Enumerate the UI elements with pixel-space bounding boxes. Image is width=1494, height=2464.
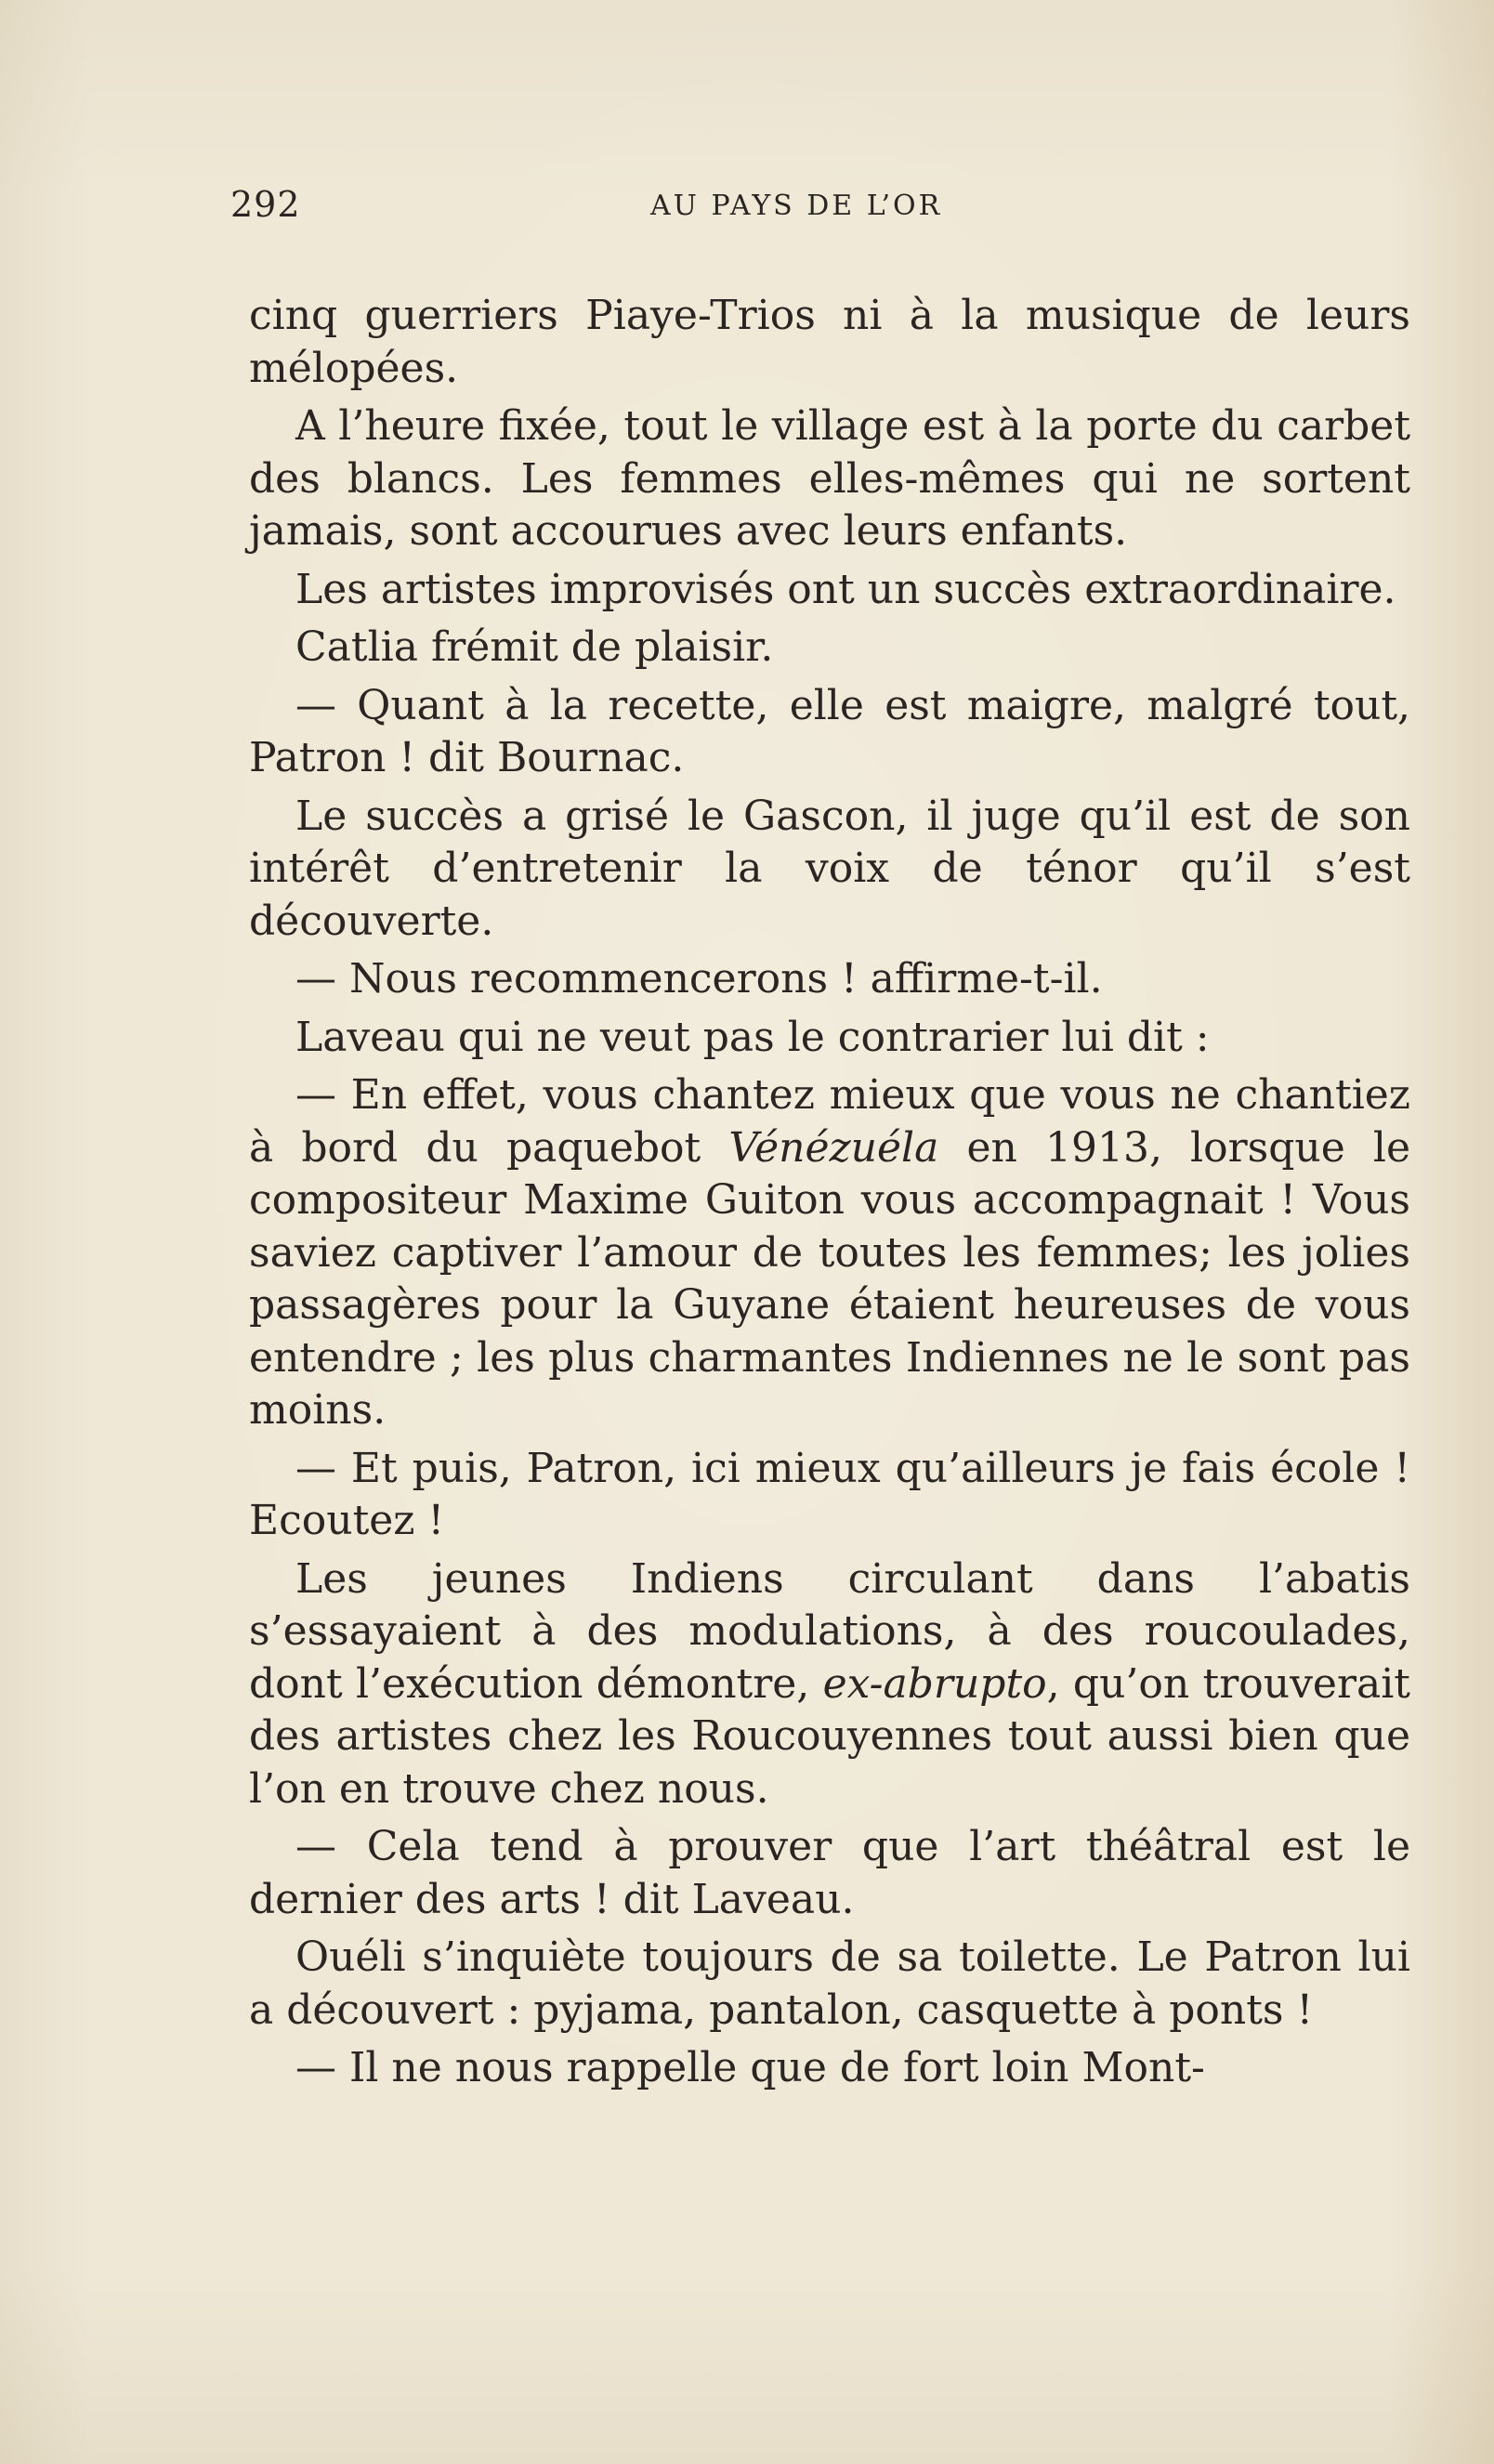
page-number: 292 — [230, 184, 301, 225]
paragraph — [249, 1553, 1410, 1816]
paragraph: — Nous recommencerons ! affirme-t-il. — [295, 955, 1103, 1003]
paragraph: cinq guerriers Piaye-Trios ni à la musique de leurs mélopées. — [249, 292, 1410, 392]
running-head: AU PAYS DE L’OR — [650, 190, 943, 222]
paragraph: A l’heure fixée, tout le village est à la porte du carbet des blancs. Les femmes elles-mêmes qui ne sortent jamais, sont accourues avec leurs enfants. — [249, 402, 1410, 555]
page-header — [230, 184, 1401, 230]
paragraph-text: Les jeunes Indiens circulant dans l’abatis s’essayaient à des modulations, à des roucoulades, dont l’exécution démontre, — [249, 1554, 1410, 1708]
paragraph-text: — En effet, vous chantez mieux que vous ne chantiez à bord du paquebot — [249, 1071, 1410, 1172]
paragraph-text: en 1913, lorsque le compositeur Maxime Guiton vous accompagnait ! Vous saviez captiver l’amour de toutes les femmes; les jolies passagères pour la Guyane étaient heureuses de vous entendre ; les plus charmantes Indiennes ne le sont pas moins. — [249, 1123, 1410, 1434]
paragraph: — Et puis, Patron, ici mieux qu’ailleurs je fais école ! Ecoutez ! — [249, 1444, 1410, 1544]
paragraph-text: , qu’on trouverait des artistes chez les Roucouyennes tout aussi bien que l’on en trouve chez nous. — [249, 1659, 1410, 1813]
paragraph: — Cela tend à prouver que l’art théâtral est le dernier des arts ! dit Laveau. — [249, 1823, 1410, 1923]
paragraph: — Quant à la recette, elle est maigre, malgré tout, Patron ! dit Bournac. — [249, 681, 1410, 781]
paragraph — [249, 1069, 1410, 1437]
paragraph: Ouéli s’inquiète toujours de sa toilette. Le Patron lui a découvert : pyjama, pantalon, casquette à ponts ! — [249, 1933, 1410, 2034]
paragraph: Les artistes improvisés ont un succès extraordinaire. — [295, 565, 1396, 613]
body-text — [249, 290, 1410, 2095]
latin-phrase: ex-abrupto — [822, 1659, 1047, 1708]
ship-name: Vénézuéla — [728, 1123, 939, 1172]
paragraph: Le succès a grisé le Gascon, il juge qu’il est de son intérêt d’entretenir la voix de ténor qu’il s’est découverte. — [249, 792, 1410, 945]
paragraph: — Il ne nous rappelle que de fort loin Mont- — [295, 2044, 1205, 2091]
paragraph: Laveau qui ne veut pas le contrarier lui dit : — [295, 1013, 1210, 1061]
paragraph: Catlia frémit de plaisir. — [295, 623, 774, 671]
